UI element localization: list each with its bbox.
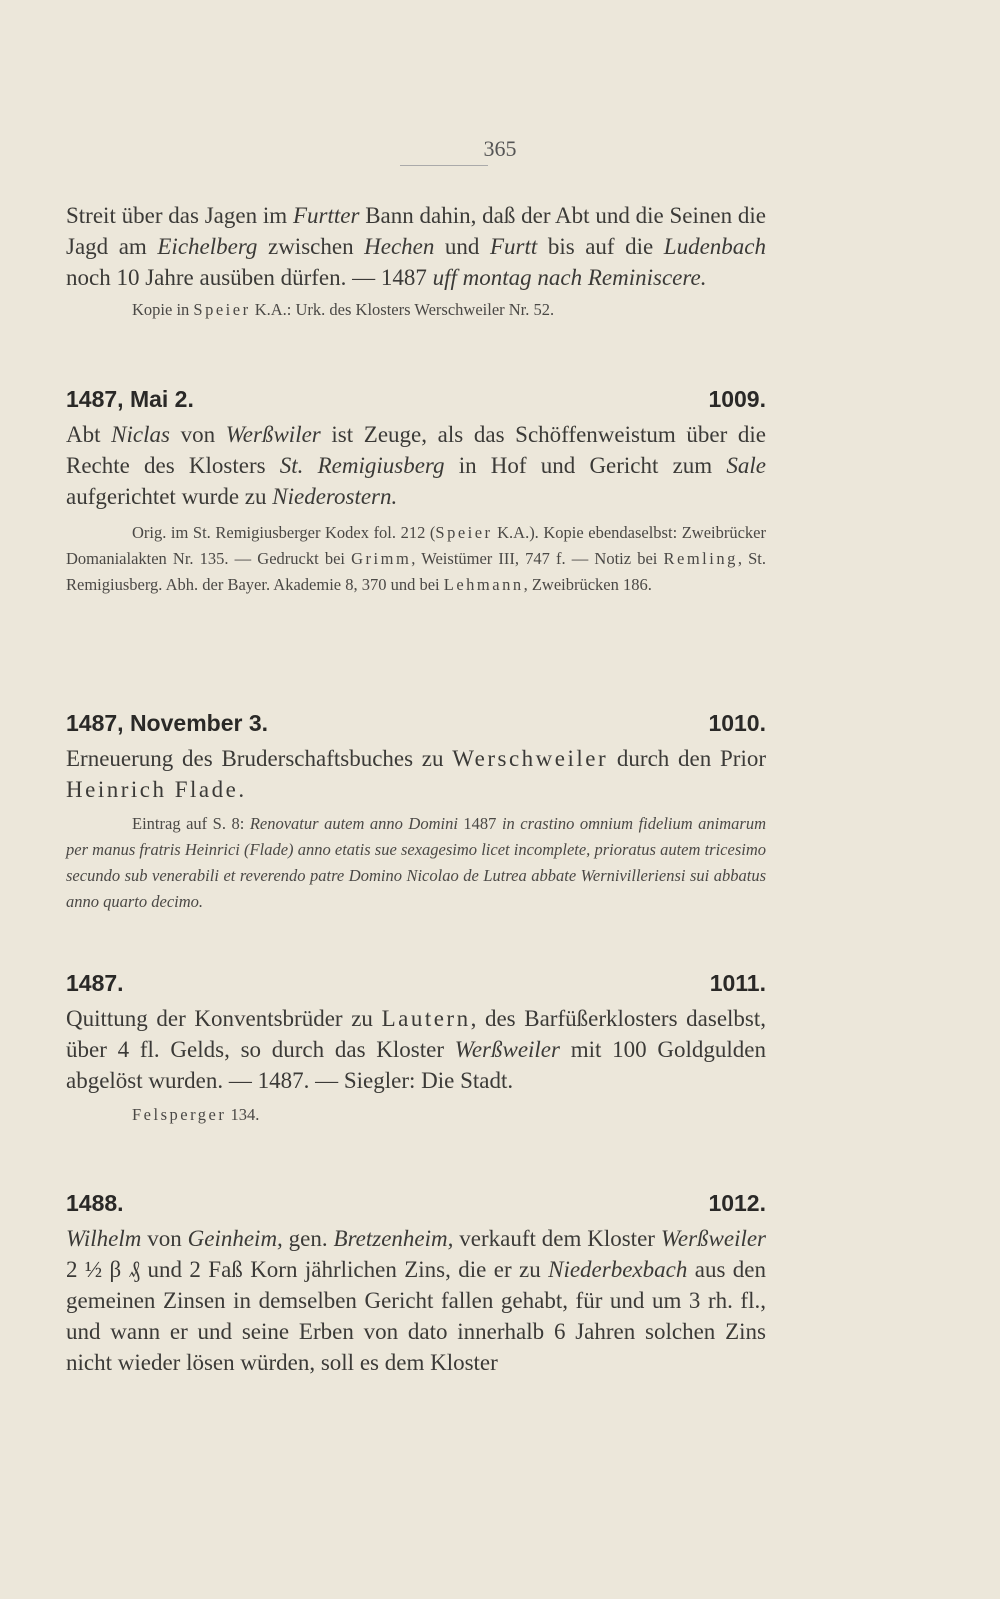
entry-text: Abt Niclas von Werßwiler ist Zeuge, als das Schöffenweistum über die Rechte des Klosters St. Remigiusberg in Hof und Gericht zum Sale aufgerichtet wurde zu Niederostern. xyxy=(66,422,767,509)
entry-number: 1012. xyxy=(708,1190,766,1216)
entry-date: 1487, November 3. xyxy=(66,710,269,736)
entry-text: Erneuerung des Bruderschaftsbuches zu Werschweiler durch den Prior Heinrich Flade. xyxy=(66,746,766,802)
entry-1009 xyxy=(66,386,766,598)
entry-text: Wilhelm von Geinheim, gen. Bretzenheim, verkauft dem Kloster Werßweiler 2 ½ β ₰ und 2 Faß Korn jährlichen Zins, die er zu Niederbexbach aus den gemeinen Zinsen in demselben Gericht fallen gehabt, für und um 3 rh. fl., und wann er und seine Erben von dato innerhalb 6 Jahren solchen Zins nicht wieder lösen würden, soll es dem Kloster xyxy=(66,1226,767,1375)
entry-1010 xyxy=(66,710,766,915)
entry-number: 1010. xyxy=(708,710,766,736)
entry-heading xyxy=(66,970,766,997)
entry-number: 1009. xyxy=(708,386,766,412)
entry-date: 1488. xyxy=(66,1190,124,1216)
entry-1012 xyxy=(66,1190,766,1378)
entry-heading xyxy=(66,710,766,737)
entry-number: 1011. xyxy=(709,970,766,996)
intro-paragraph: Streit über das Jagen im Furtter Bann dahin, daß der Abt und die Seinen die Jagd am Eichelberg zwischen Hechen und Furtt bis auf die Ludenbach noch 10 Jahre ausüben dürfen. — 1487 uff montag nach Reminiscere. xyxy=(66,203,767,290)
intro-source-note: Kopie in Speier K.A.: Urk. des Klosters Werschweiler Nr. 52. xyxy=(132,300,555,319)
entry-date: 1487, Mai 2. xyxy=(66,386,194,412)
entry-text: Quittung der Konventsbrüder zu Lautern, des Barfüßerklosters daselbst, über 4 fl. Gelds, so durch das Kloster Werßweiler mit 100 Goldgulden abgelöst wurden. — 1487. — Siegler: Die Stadt. xyxy=(66,1006,767,1093)
entry-source-note: Orig. im St. Remigiusberger Kodex fol. 212 (Speier K.A.). Kopie ebendaselbst: Zweibrücker Domanialakten Nr. 135. — Gedruckt bei Grimm, Weistümer III, 747 f. — Notiz bei Remling, St. Remigiusberg. Abh. der Bayer. Akademie 8, 370 und bei Lehmann, Zweibrücken 186. xyxy=(66,523,766,594)
entry-1011 xyxy=(66,970,766,1128)
entry-date: 1487. xyxy=(66,970,124,996)
intro-section xyxy=(66,200,766,323)
page-number-rule xyxy=(400,165,488,166)
entry-source-note: Eintrag auf S. 8: Renovatur autem anno Domini 1487 in crastino omnium fidelium animarum per manus fratris Heinrici (Flade) anno etatis sue sexagesimo licet incomplete, prioratus autem tricesimo secundo sub venerabili et reverendo patre Domino Nicolao de Lutrea abbate Wernivilleriensi sui abbatus anno quarto decimo. xyxy=(66,814,766,911)
entry-heading xyxy=(66,386,766,413)
page-number: 365 xyxy=(483,136,517,161)
entry-source-note: Felsperger 134. xyxy=(132,1105,260,1124)
entry-heading xyxy=(66,1190,766,1217)
